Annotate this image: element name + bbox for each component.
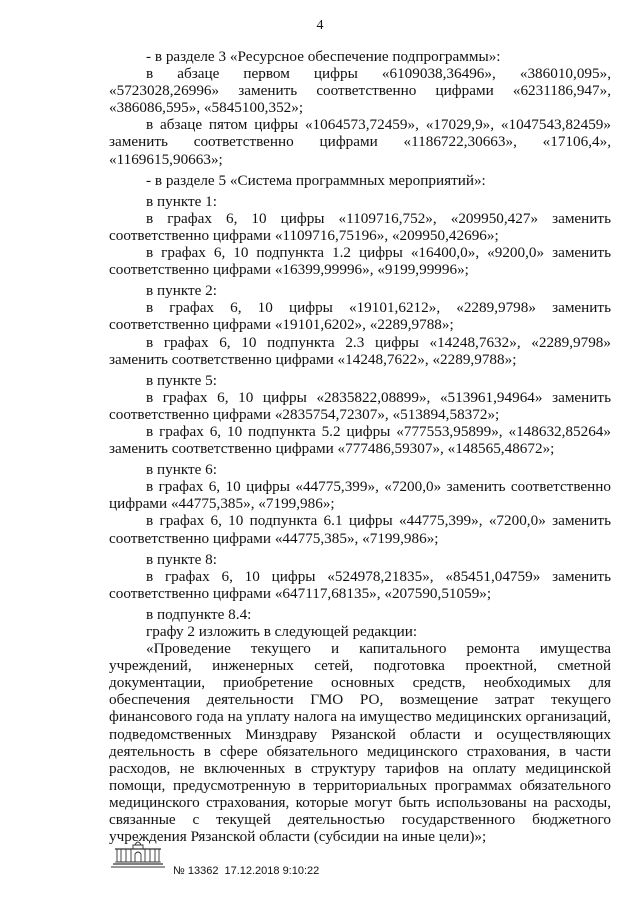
text-line: в пункте 1: — [146, 192, 217, 210]
text-line: в пункте 5: — [146, 371, 217, 389]
text-line: в графах 6, 10 цифры «524978,21835», «85451,04759» заменить — [146, 567, 611, 585]
government-building-icon — [109, 838, 167, 868]
text-line: «1169615,90663»; — [109, 150, 223, 168]
text-line: помощи, предусмотренную в территориальных программах обязательного — [109, 776, 611, 794]
text-line: в графах 6, 10 цифры «19101,6212», «2289,9798» заменить — [146, 299, 611, 317]
text-line: - в разделе 5 «Система программных мероприятий»: — [146, 171, 486, 189]
text-line: в подпункте 8.4: — [146, 605, 252, 623]
document-number: № 13362 — [173, 865, 219, 877]
registration-datetime: 17.12.2018 9:10:22 — [224, 865, 320, 877]
text-line: учреждения Рязанской области (субсидии на иные цели)»; — [109, 828, 487, 846]
text-line: соответственно цифрами «16399,99996», «9199,99996»; — [109, 261, 469, 279]
text-line: соответственно цифрами «44775,385», «7199,986»; — [109, 529, 439, 547]
text-line: учреждений, инженерных сетей, подготовка проектной, сметной — [109, 657, 611, 675]
text-line: заменить соответственно цифрами «1186722,30663», «17106,4», — [109, 133, 611, 151]
text-line: расходов, не включенных в структуру тарифов на оплату медицинской — [109, 759, 611, 777]
text-line: «Проведение текущего и капитального ремонта имущества — [146, 640, 611, 658]
text-line: - в разделе 3 «Ресурсное обеспечение подпрограммы»: — [146, 48, 501, 65]
text-line: в пункте 6: — [146, 461, 217, 479]
text-line: связанные с текущей деятельностью государственного бюджетного — [109, 811, 611, 829]
text-line: документации, приобретение основных средств, необходимых для — [109, 674, 611, 692]
text-line: в графах 6, 10 цифры «1109716,752», «209950,427» заменить — [146, 209, 611, 227]
text-line: в графах 6, 10 подпункта 2.3 цифры «14248,7632», «2289,9798» — [146, 333, 611, 351]
text-line: медицинского страхования, которые могут быть использованы на расходы, — [109, 793, 611, 811]
page-number: 4 — [316, 18, 324, 33]
text-line: заменить соответственно цифрами «14248,7622», «2289,9788»; — [109, 350, 517, 368]
text-line: «5723028,26996» заменить соответственно цифрами «6231186,947», — [109, 82, 611, 100]
text-line: «386086,595», «5845100,352»; — [109, 99, 304, 117]
registration-stamp — [173, 863, 325, 880]
text-line: в графах 6, 10 подпункта 5.2 цифры «777553,95899», «148632,85264» — [146, 422, 611, 440]
document-body — [109, 48, 611, 845]
text-line: финансового года на уплату налога на имущество медицинских организаций, — [109, 708, 611, 726]
text-line: графу 2 изложить в следующей редакции: — [146, 623, 418, 640]
text-line: в графах 6, 10 цифры «2835822,08899», «513961,94964» заменить — [146, 388, 611, 406]
text-line: в графах 6, 10 цифры «44775,399», «7200,0» заменить соответственно — [146, 478, 611, 496]
text-line: заменить соответственно цифрами «777486,59307», «148565,48672»; — [109, 440, 555, 458]
document-footer — [109, 836, 429, 880]
text-line: в абзаце первом цифры «6109038,36496», «386010,095», — [146, 65, 611, 83]
text-line: в пункте 8: — [146, 550, 217, 568]
text-line: соответственно цифрами «647117,68135», «207590,51059»; — [109, 584, 492, 602]
text-line: цифрами «44775,385», «7199,986»; — [109, 495, 335, 513]
text-line: в графах 6, 10 подпункта 6.1 цифры «44775,399», «7200,0» заменить — [146, 512, 611, 530]
text-line: подведомственных Минздраву Рязанской области и осуществляющих — [109, 725, 611, 743]
text-line: обеспечения деятельности ГМО РО, возмещение затрат текущего — [109, 691, 611, 709]
text-line: соответственно цифрами «19101,6202», «2289,9788»; — [109, 316, 454, 334]
text-line: в графах 6, 10 подпункта 1.2 цифры «16400,0», «9200,0» заменить — [146, 244, 611, 262]
text-line: соответственно цифрами «1109716,75196», «209950,42696»; — [109, 226, 499, 244]
text-line: в абзаце пятом цифры «1064573,72459», «17029,9», «1047543,82459» — [146, 116, 611, 134]
text-line: деятельность в сфере обязательного медицинского страхования, в части — [109, 742, 611, 760]
text-line: соответственно цифрами «2835754,72307», «513894,58372»; — [109, 405, 500, 423]
text-line: в пункте 2: — [146, 282, 217, 300]
